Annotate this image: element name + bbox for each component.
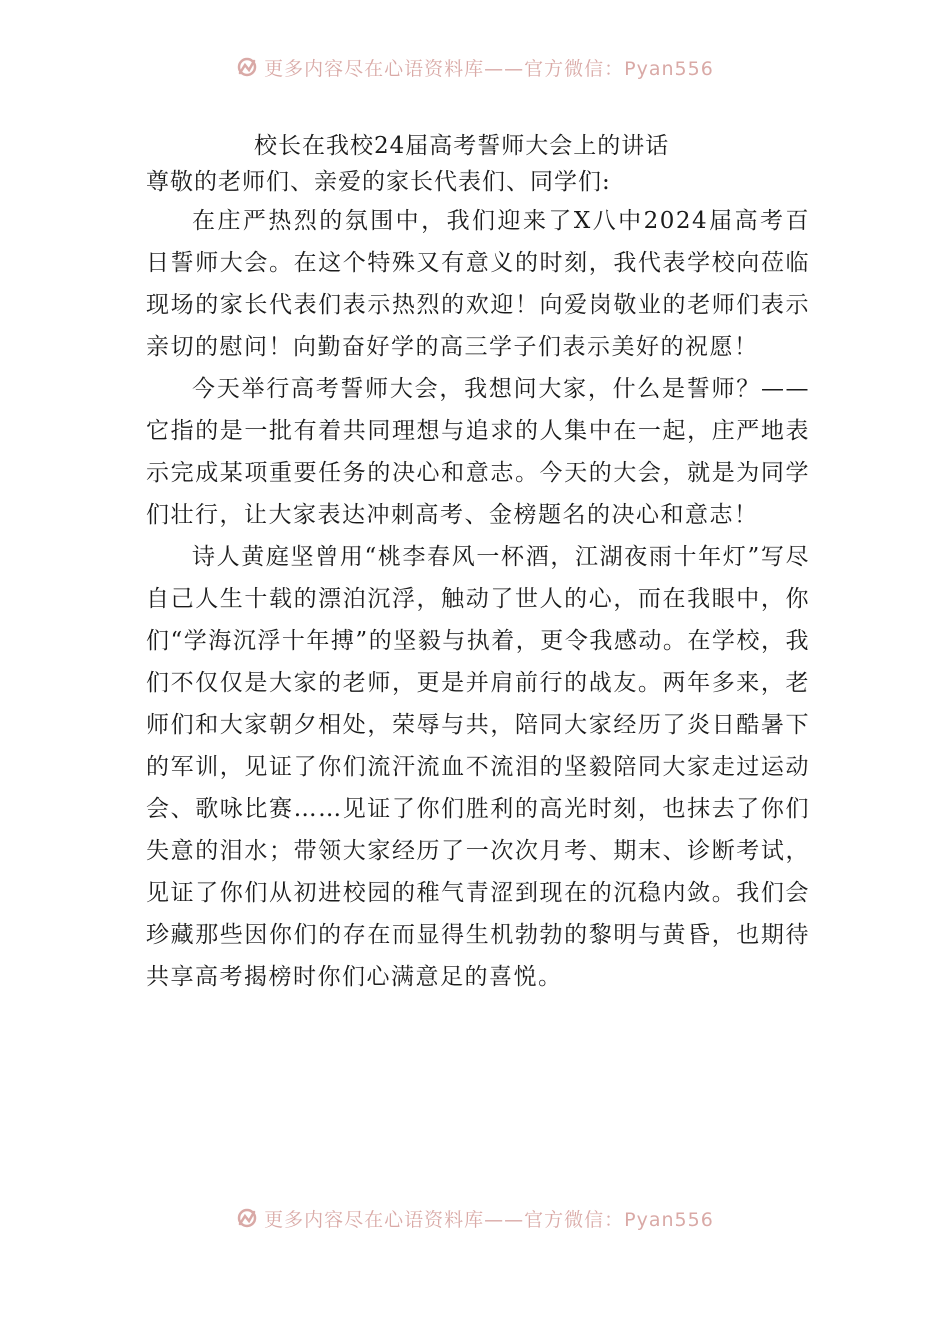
watermark-logo-icon xyxy=(236,1207,258,1229)
watermark-text: 更多内容尽在心语资料库——官方微信：Pyan556 xyxy=(264,1208,714,1231)
watermark-footer xyxy=(0,1203,950,1233)
watermark-logo-icon xyxy=(236,56,258,78)
document-title: 校长在我校24届高考誓师大会上的讲话 xyxy=(254,133,670,159)
watermark-header xyxy=(0,52,950,82)
document-body xyxy=(146,128,810,998)
salutation: 尊敬的老师们、亲爱的家长代表们、同学们: xyxy=(146,169,611,195)
watermark-text: 更多内容尽在心语资料库——官方微信：Pyan556 xyxy=(264,57,714,80)
paragraph-2: 今天举行高考誓师大会，我想问大家，什么是誓师？——它指的是一批有着共同理想与追求的人集中在一起，庄严地表示完成某项重要任务的决心和意志。今天的大会，就是为同学们壮行，让大家表达冲刺高考、金榜题名的决心和意志！ xyxy=(146,376,810,528)
paragraph-1: 在庄严热烈的氛围中，我们迎来了X八中2024届高考百日誓师大会。在这个特殊又有意义的时刻，我代表学校向莅临现场的家长代表们表示热烈的欢迎！向爱岗敬业的老师们表示亲切的慰问！向勤奋好学的高三学子们表示美好的祝愿！ xyxy=(146,208,810,360)
paragraph-3: 诗人黄庭坚曾用“桃李春风一杯酒，江湖夜雨十年灯”写尽自己人生十载的漂泊沉浮，触动了世人的心，而在我眼中，你们“学海沉浮十年搏”的坚毅与执着，更令我感动。在学校，我们不仅仅是大家的老师，更是并肩前行的战友。两年多来，老师们和大家朝夕相处，荣辱与共，陪同大家经历了炎日酷暑下的军训，见证了你们流汗流血不流泪的坚毅陪同大家走过运动会、歌咏比赛……见证了你们胜利的高光时刻，也抹去了你们失意的泪水；带领大家经历了一次次月考、期末、诊断考试，见证了你们从初进校园的稚气青涩到现在的沉稳内敛。我们会珍藏那些因你们的存在而显得生机勃勃的黎明与黄昏，也期待共享高考揭榜时你们心满意足的喜悦。 xyxy=(146,544,810,990)
